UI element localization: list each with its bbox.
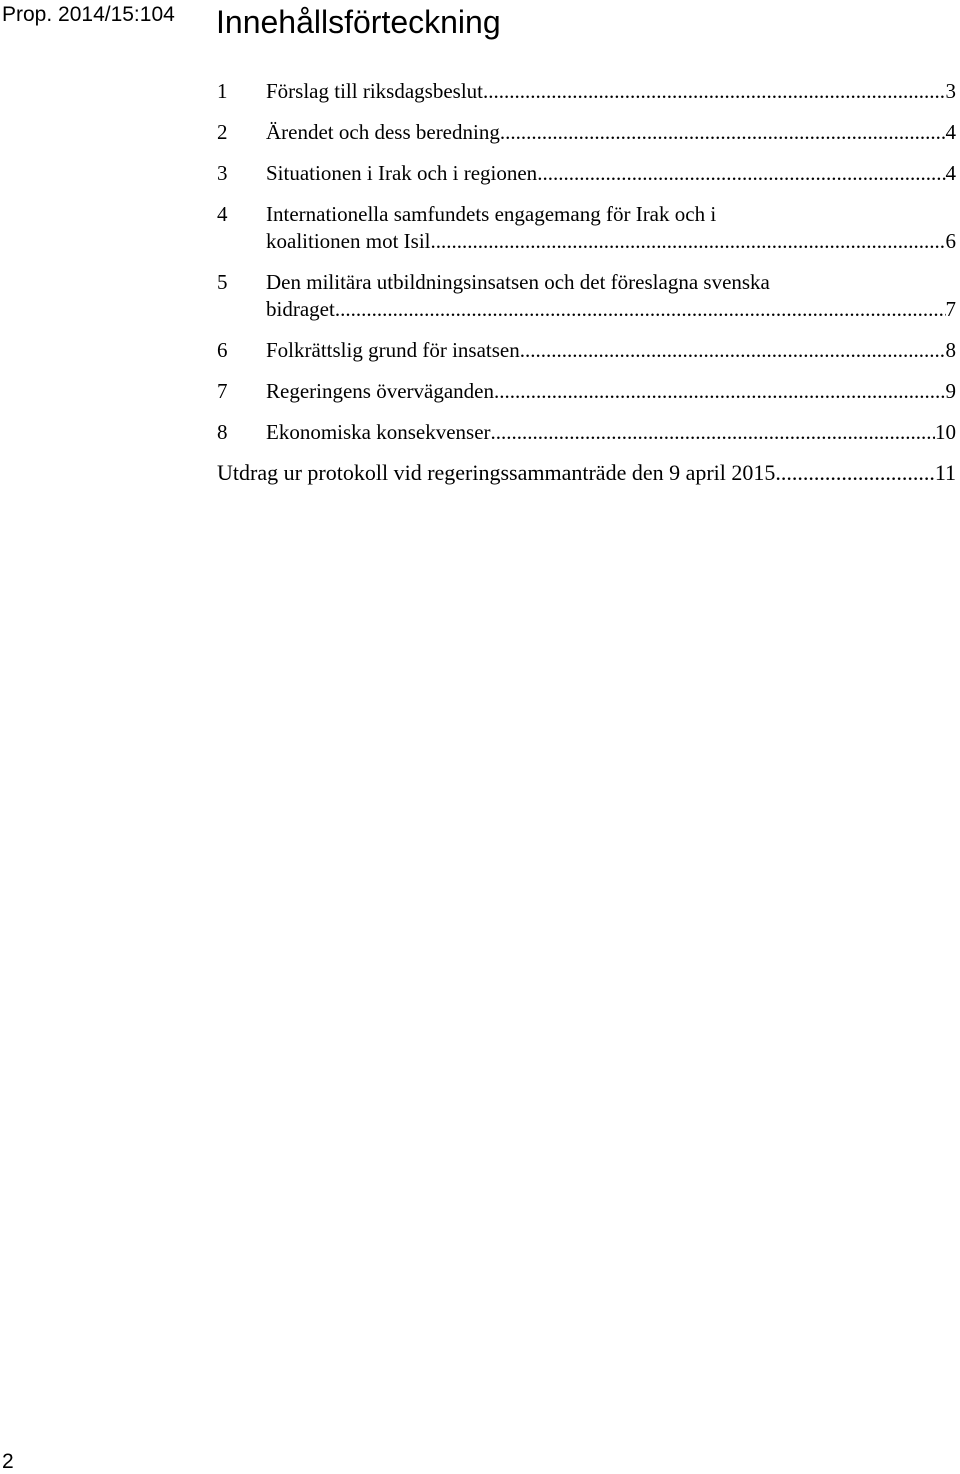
- toc-entry-1[interactable]: [217, 78, 956, 105]
- page-number: 2: [2, 1450, 14, 1473]
- toc-entry-text: Ärendet och dess beredning: [266, 120, 500, 144]
- toc-leader: [483, 78, 946, 105]
- toc-entry-text: Ekonomiska konsekvenser: [266, 420, 491, 444]
- toc-leader: [491, 419, 935, 446]
- toc-leader: [520, 337, 946, 364]
- toc-entry-text: Utdrag ur protokoll vid regeringssammanträde den 9 april 2015: [217, 460, 776, 485]
- toc-entry-3[interactable]: [217, 160, 956, 187]
- table-of-contents: [217, 78, 956, 502]
- toc-entry-2[interactable]: [217, 119, 956, 146]
- toc-leader: [775, 458, 934, 488]
- toc-entry-text: Situationen i Irak och i regionen: [266, 161, 538, 185]
- toc-entry-appendix[interactable]: [217, 458, 956, 488]
- toc-entry-number: 5: [217, 270, 228, 294]
- toc-leader: [537, 160, 945, 187]
- toc-entry-page: 10: [935, 420, 956, 444]
- toc-entry-page: 4: [945, 120, 956, 144]
- toc-entry-text-continued: bidraget: [266, 297, 335, 321]
- toc-entry-number: 2: [217, 120, 228, 144]
- toc-entry-text: Regeringens överväganden: [266, 379, 494, 403]
- toc-entry-text: Den militära utbildningsinsatsen och det föreslagna svenska: [266, 270, 770, 294]
- toc-entry-text: Internationella samfundets engagemang för Irak och i: [266, 202, 717, 226]
- toc-entry-page: 7: [945, 297, 956, 321]
- toc-leader: [335, 296, 946, 323]
- toc-entry-number: 7: [217, 379, 228, 403]
- toc-entry-page: 9: [945, 379, 956, 403]
- toc-entry-7[interactable]: [217, 378, 956, 405]
- toc-entry-number: 1: [217, 79, 228, 103]
- toc-leader: [500, 119, 946, 146]
- toc-entry-8[interactable]: [217, 419, 956, 446]
- toc-entry-page: 8: [945, 338, 956, 362]
- prop-label: Prop. 2014/15:104: [2, 3, 175, 26]
- toc-entry-text-continued: koalitionen mot Isil: [266, 229, 431, 253]
- toc-entry-number: 8: [217, 420, 228, 444]
- toc-entry-5[interactable]: [217, 269, 956, 323]
- toc-entry-text: Förslag till riksdagsbeslut: [266, 79, 483, 103]
- toc-entry-text: Folkrättslig grund för insatsen: [266, 338, 520, 362]
- toc-entry-number: 4: [217, 202, 228, 226]
- toc-entry-page: 6: [945, 229, 956, 253]
- toc-entry-6[interactable]: [217, 337, 956, 364]
- toc-leader: [430, 228, 945, 255]
- toc-title: Innehållsförteckning: [216, 4, 501, 40]
- toc-leader: [494, 378, 946, 405]
- toc-entry-page: 11: [934, 460, 956, 485]
- toc-entry-4[interactable]: [217, 201, 956, 255]
- toc-entry-page: 3: [945, 79, 956, 103]
- toc-entry-page: 4: [945, 161, 956, 185]
- toc-entry-number: 6: [217, 338, 228, 362]
- toc-entry-number: 3: [217, 161, 228, 185]
